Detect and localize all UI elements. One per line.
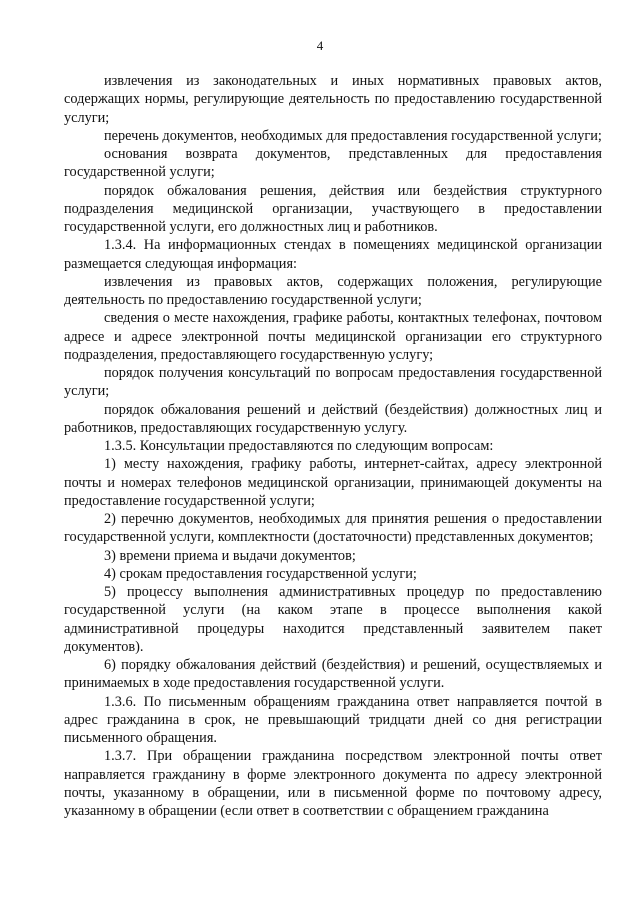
- paragraph: извлечения из правовых актов, содержащих положения, регулирующие деятельность по предоставлению государственной услуги;: [64, 273, 602, 308]
- paragraph: 1.3.5. Консультации предоставляются по следующим вопросам:: [104, 438, 494, 454]
- paragraph: сведения о месте нахождения, графике работы, контактных телефонах, почтовом адресе и адресе электронной почты медицинской организации его структурного подразделения, предоставляющего государственную услугу;: [64, 310, 602, 363]
- paragraph: основания возврата документов, представленных для предоставления государственной услуги;: [64, 146, 602, 181]
- page-number: 4: [316, 38, 324, 53]
- paragraph: порядок обжалования решения, действия или бездействия структурного подразделения медицинской организации, участвующего в предоставлении государственной услуги, его должностных лиц и работников.: [64, 182, 602, 235]
- paragraph: 1) месту нахождения, графику работы, интернет-сайтах, адресу электронной почты и номерах телефонов медицинской организации, принимающей документы на предоставление государственной услуги;: [64, 456, 602, 509]
- paragraph: перечень документов, необходимых для предоставления государственной услуги;: [104, 127, 602, 144]
- paragraph: 6) порядку обжалования действий (бездействия) и решений, осуществляемых и принимаемых в ходе предоставления государственной услуги.: [64, 657, 602, 692]
- paragraph: 5) процессу выполнения административных процедур по предоставлению государственной услуги (на каком этапе в процессе выполнения какой административной процедуры находится представленный заявителем пакет документов).: [64, 584, 602, 655]
- paragraph: 3) времени приема и выдачи документов;: [104, 547, 356, 564]
- paragraph: 4) срокам предоставления государственной услуги;: [104, 565, 417, 582]
- document-body: [64, 72, 602, 820]
- paragraph: 1.3.7. При обращении гражданина посредством электронной почты ответ направляется гражданину в форме электронного документа по адресу электронной почты, указанному в обращении, или в письменной форме по почтовому адресу, указанному в обращении (если ответ в соответствии с обращением гражданина: [64, 748, 602, 819]
- paragraph: 1.3.4. На информационных стендах в помещениях медицинской организации размещается следующая информация:: [64, 237, 602, 272]
- paragraph: 1.3.6. По письменным обращениям гражданина ответ направляется почтой в адрес гражданина в срок, не превышающий тридцати дней со дня регистрации письменного обращения.: [64, 693, 602, 746]
- paragraph: порядок получения консультаций по вопросам предоставления государственной услуги;: [64, 365, 602, 400]
- paragraph: порядок обжалования решений и действий (бездействия) должностных лиц и работников, предоставляющих государственную услугу.: [64, 401, 602, 436]
- paragraph: 2) перечню документов, необходимых для принятия решения о предоставлении государственной услуги, комплектности (достаточности) представленных документов;: [64, 511, 602, 546]
- paragraph: извлечения из законодательных и иных нормативных правовых актов, содержащих нормы, регулирующие деятельность по предоставлению государственной услуги;: [64, 73, 602, 126]
